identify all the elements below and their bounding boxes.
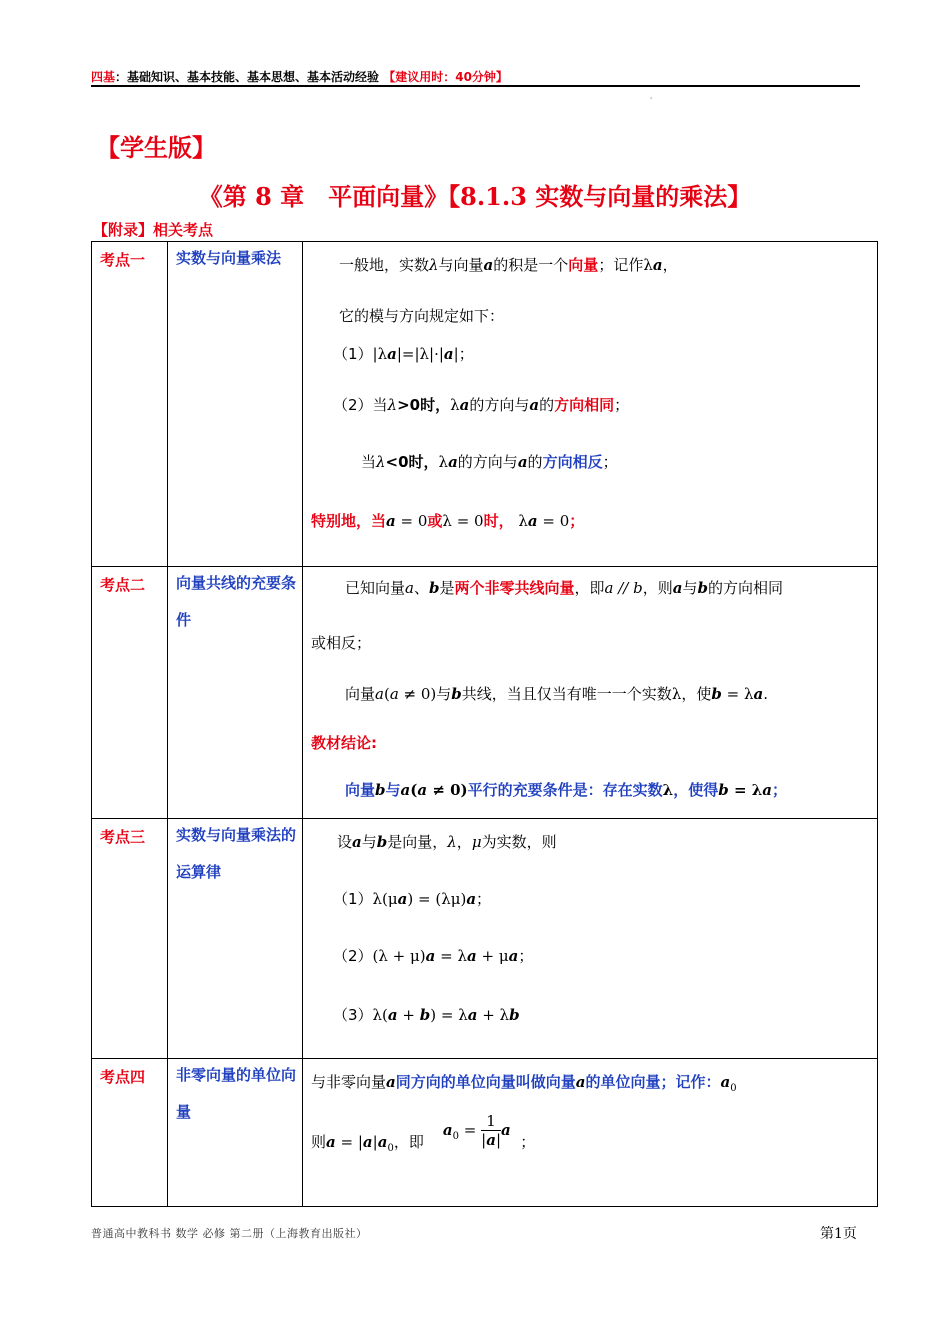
content-line: 已知向量a、b是两个非零共线向量，即a // b，则a与b的方向相同 [345, 579, 784, 597]
content-line: 当λ<0时，λa的方向与a的方向相反； [361, 453, 618, 471]
point-label: 考点二 [100, 576, 146, 594]
content-line: 向量a(a ≠ 0)与b共线，当且仅当有唯一一个实数λ，使b = λa. [345, 685, 768, 703]
header-prefix: 四基 [91, 70, 116, 84]
content-line: （2）(λ + μ)a = λa + μa； [333, 947, 534, 965]
point-content [303, 242, 878, 567]
point-topic: 向量共线的充要条件 [176, 574, 297, 629]
point-topic: 实数与向量乘法 [176, 249, 282, 267]
content-line: （3）λ(a + b) = λa + λb [333, 1006, 520, 1024]
table-row [92, 567, 878, 819]
content-line: 设a与b是向量，λ，μ为实数，则 [337, 833, 557, 851]
table-row [92, 1059, 878, 1207]
title-section: 8.1.3 [460, 182, 527, 211]
point-label: 考点四 [100, 1068, 146, 1086]
footer-page-number: 第1页 [820, 1226, 857, 1242]
point-content [303, 1059, 878, 1207]
content-line: 它的模与方向规定如下： [339, 307, 505, 325]
footer-book: 普通高中教科书 数学 必修 第二册（上海教育出版社） [91, 1227, 368, 1240]
point-topic: 非零向量的单位向量 [176, 1066, 297, 1121]
content-line: 一般地，实数λ与向量a的积是一个向量；记作λa， [339, 256, 678, 274]
header-time: 【建议用时：40分钟】 [383, 70, 508, 84]
point-content [303, 819, 878, 1059]
content-line: （1）λ(μa) = (λμ)a； [333, 890, 492, 908]
content-line: 教材结论: [311, 734, 377, 752]
page-title [0, 177, 950, 212]
content-line: 与非零向量a同方向的单位向量叫做向量a的单位向量；记作：$a_0$ [311, 1073, 737, 1094]
title-part2: 章 平面向量》【 [280, 183, 461, 211]
point-label: 考点三 [100, 828, 146, 846]
point-content [303, 567, 878, 819]
table-row [92, 242, 878, 567]
version-label: 【学生版】 [96, 134, 216, 162]
header-items: ：基础知识、基本技能、基本思想、基本活动经验 [115, 70, 380, 84]
header-rule [91, 85, 860, 87]
table-row [92, 819, 878, 1059]
appendix-label: 【附录】相关考点 [93, 221, 214, 239]
key-points-table [91, 241, 878, 1207]
content-line: 向量b与a(a ≠ 0)平行的充要条件是：存在实数λ，使得b = λa； [345, 781, 787, 799]
stray-mark: ' [650, 96, 653, 105]
content-line: 特别地，当a = 0或λ = 0时， λa = 0； [311, 512, 585, 530]
title-chapter: 8 [255, 182, 272, 211]
content-line: （2）当λ>0时，λa的方向与a的方向相同； [333, 396, 630, 414]
content-line: 或相反； [311, 634, 372, 652]
content-line: 则$a = |a|a_0$，即 $a_0$ = $\frac{1}{|a|}$ a ； [311, 1112, 536, 1154]
title-part3: 实数与向量的乘法】 [535, 183, 752, 211]
point-topic: 实数与向量乘法的运算律 [176, 826, 297, 881]
header-line [91, 68, 508, 85]
point-label: 考点一 [100, 251, 146, 269]
content-line: （1）|λa|=|λ|·|a|； [333, 345, 474, 363]
title-part1: 《第 [198, 183, 247, 211]
